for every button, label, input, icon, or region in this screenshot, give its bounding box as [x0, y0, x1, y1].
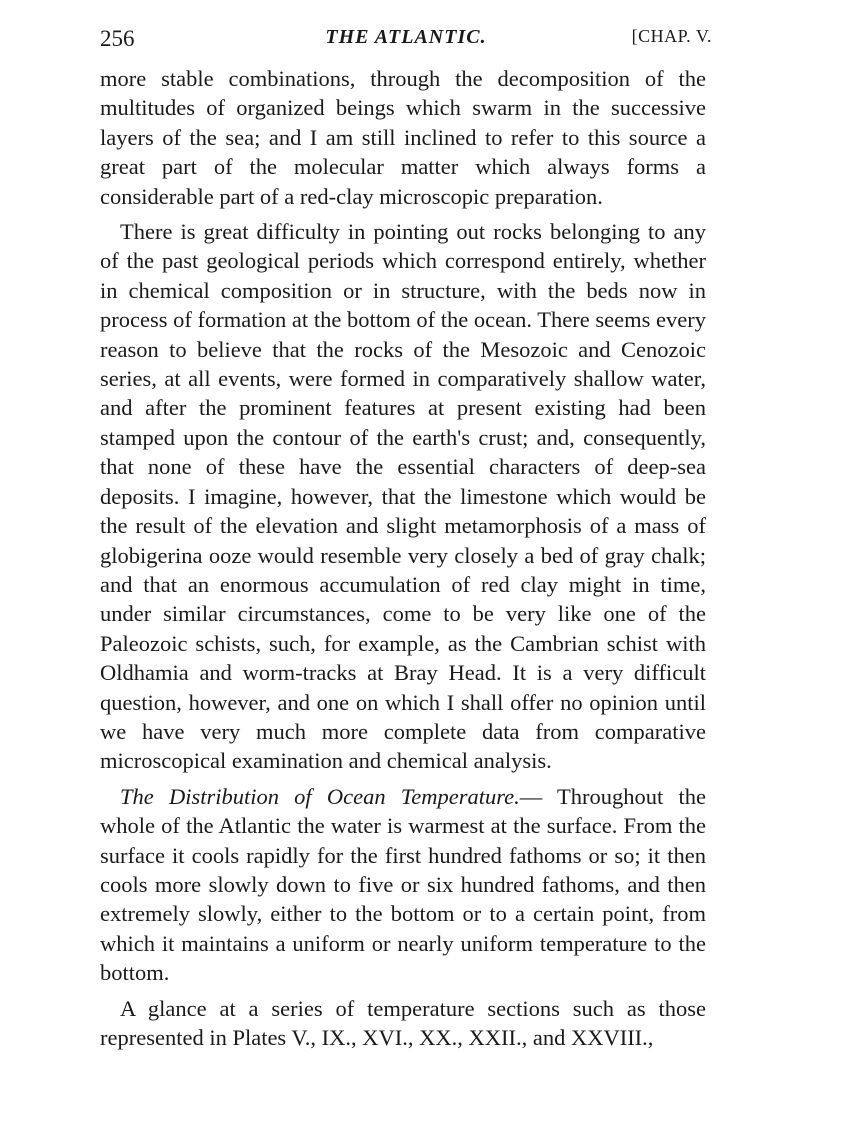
paragraph-sections: A glance at a series of temperature sections such as those represented in Plates V., IX., XVI., XX., XXII., and XXVIII.,	[100, 995, 706, 1050]
paragraph-temperature-text: — Throughout the whole of the Atlantic the water is warmest at the surface. From the surface it cools rapidly for the first hundred fathoms or so; it then cools more slowly down to five or six hundred fathoms, and then extremely slowly, either to the bottom or to a certain point, from which it maintains a uniform or nearly uniform temperature to the bottom.	[100, 783, 706, 986]
body-text	[100, 64, 706, 1058]
chapter-reference: [CHAP. V.	[631, 26, 712, 46]
page-header	[100, 26, 712, 56]
running-title: THE ATLANTIC.	[325, 26, 487, 48]
paragraph-temperature	[100, 782, 706, 988]
paragraph-continuation: more stable combinations, through the decomposition of the multitudes of organized beings which swarm in the successive layers of the sea; and I am still inclined to refer to this source a great part of the molecular matter which always forms a considerable part of a red-clay microscopic preparation.	[100, 66, 706, 209]
page-number: 256	[100, 26, 135, 51]
paragraph-rocks: There is great difficulty in pointing out rocks belonging to any of the past geological periods which correspond entirely, whether in chemical composition or in structure, with the beds now in process of formation at the bottom of the ocean. There seems every reason to believe that the rocks of the Mesozoic and Cenozoic series, at all events, were formed in comparatively shallow water, and after the prominent features at present existing had been stamped upon the contour of the earth's crust; and, consequently, that none of these have the essential characters of deep-sea deposits. I imagine, however, that the limestone which would be the result of the elevation and slight metamorphosis of a mass of globigerina ooze would resemble very closely a bed of gray chalk; and that an enormous accumulation of red clay might in time, under similar circumstances, come to be very like one of the Paleozoic schists, such, for example, as the Cambrian schist with Oldhamia and worm-tracks at Bray Head. It is a very difficult question, however, and one on which I shall offer no opinion until we have very much more complete data from comparative microscopical examination and chemical analysis.	[100, 219, 706, 774]
section-heading: The Distribution of Ocean Temperature.	[120, 783, 520, 809]
